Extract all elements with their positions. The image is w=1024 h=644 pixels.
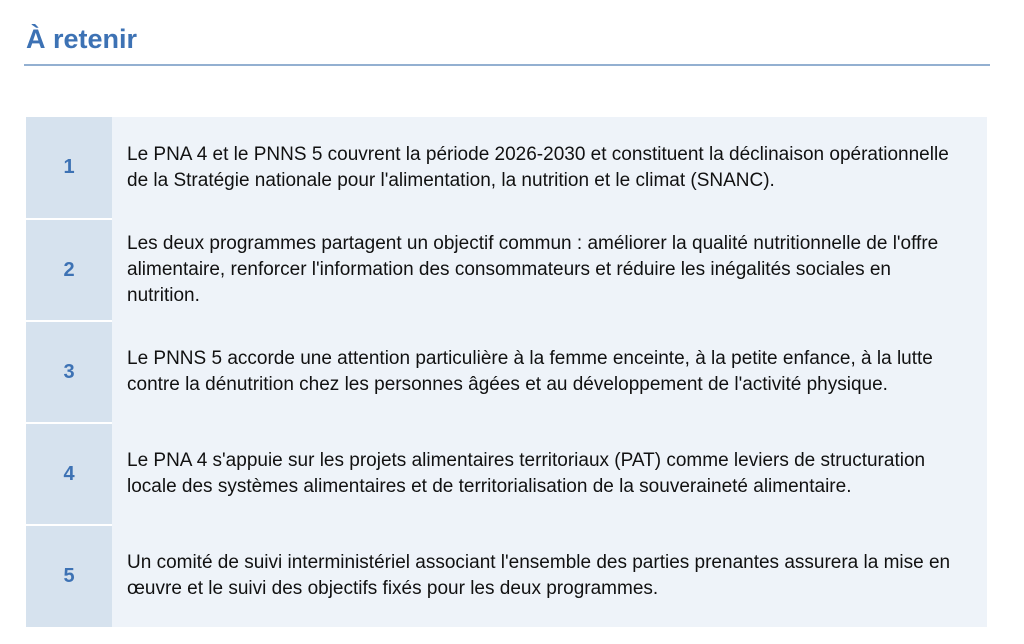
key-point-number: 1 xyxy=(26,117,112,219)
key-point-text: Le PNA 4 et le PNNS 5 couvrent la période 2026-2030 et constituent la déclinaison opérationnelle de la Stratégie nationale pour l'alimentation, la nutrition et le climat (SNANC). xyxy=(112,117,987,219)
key-point-text: Le PNNS 5 accorde une attention particulière à la femme enceinte, à la petite enfance, à la lutte contre la dénutrition chez les personnes âgées et au développement de l'activité physique. xyxy=(112,321,987,423)
key-point-row xyxy=(26,117,987,219)
key-point-number: 5 xyxy=(26,525,112,627)
section-title: À retenir xyxy=(26,24,138,54)
key-point-row xyxy=(26,423,987,525)
key-point-text: Un comité de suivi interministériel associant l'ensemble des parties prenantes assurera la mise en œuvre et le suivi des objectifs fixés pour les deux programmes. xyxy=(112,525,987,627)
key-point-number: 4 xyxy=(26,423,112,525)
title-underline xyxy=(24,64,990,66)
key-point-number: 3 xyxy=(26,321,112,423)
key-point-row xyxy=(26,525,987,627)
key-point-number: 2 xyxy=(26,219,112,321)
key-point-text: Le PNA 4 s'appuie sur les projets alimentaires territoriaux (PAT) comme leviers de structuration locale des systèmes alimentaires et de territorialisation de la souveraineté alimentaire. xyxy=(112,423,987,525)
key-point-row xyxy=(26,321,987,423)
key-points-table xyxy=(26,117,987,627)
key-point-row xyxy=(26,219,987,321)
key-point-text: Les deux programmes partagent un objectif commun : améliorer la qualité nutritionnelle de l'offre alimentaire, renforcer l'information des consommateurs et réduire les inégalités sociales en nutrition. xyxy=(112,219,987,321)
